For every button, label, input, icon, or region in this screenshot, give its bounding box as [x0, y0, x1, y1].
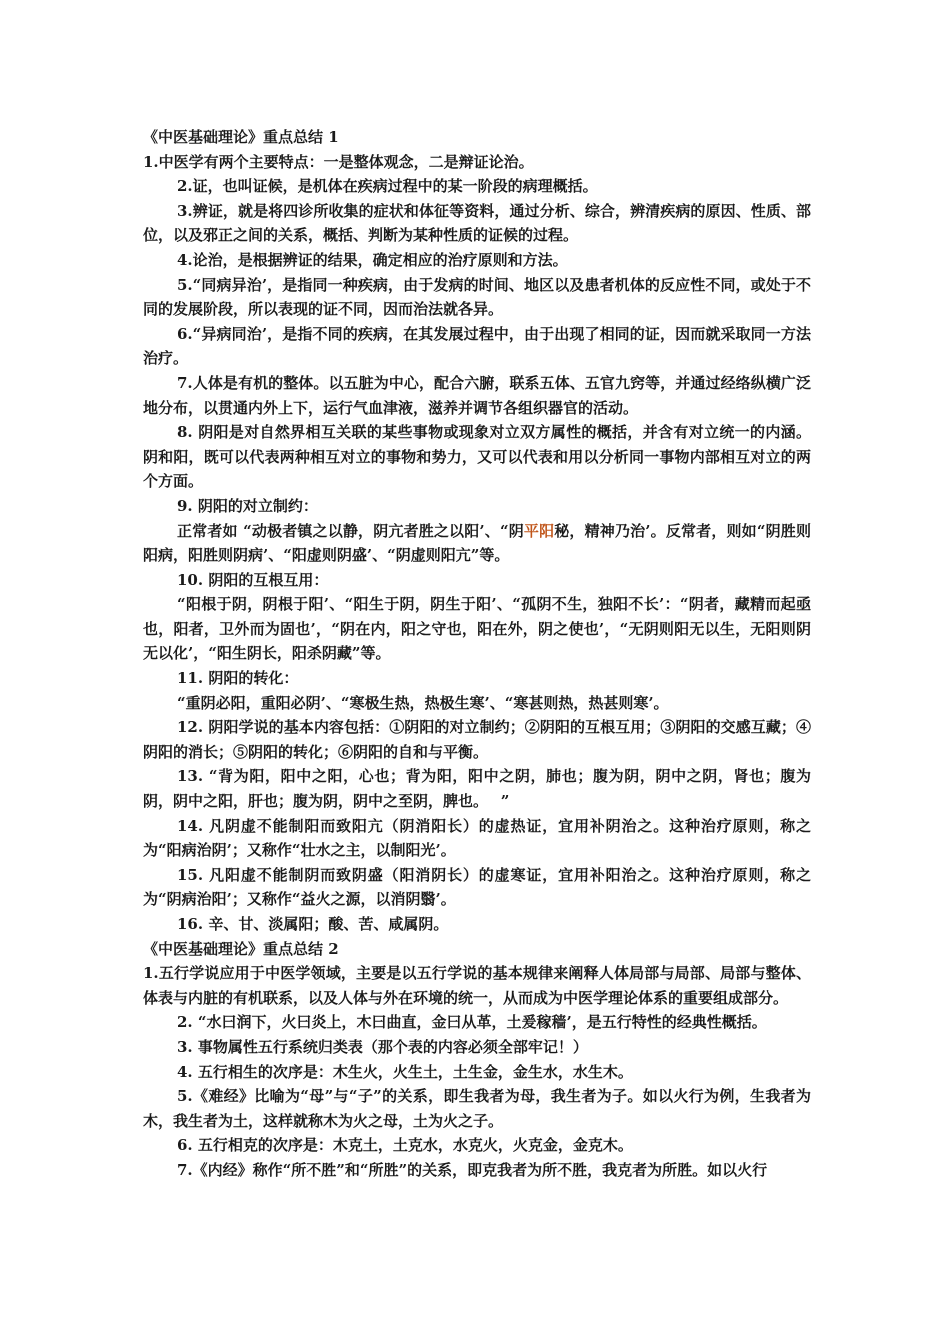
paragraph: 3.辨证，就是将四诊所收集的症状和体征等资料，通过分析、综合，辨清疾病的原因、性质、部位，以及邪正之间的关系，概括、判断为某种性质的证候的过程。	[143, 201, 811, 245]
paragraph: 7.人体是有机的整体。以五脏为中心，配合六腑，联系五体、五官九窍等，并通过经络纵横广泛地分布，以贯通内外上下，运行气血津液，滋养并调节各组织器官的活动。	[143, 373, 811, 417]
paragraph: 10. 阴阳的互根互用：	[177, 570, 329, 589]
paragraph: “阳根于阴，阴根于阳’、“阳生于阴，阴生于阳’、“孤阴不生，独阳不长’：“阴者，藏精而起亟也，阳者，卫外而为固也’，“阴在内，阳之守也，阳在外，阴之使也’，“无阴则阳无以生，无阳则阴无以化’，“阳生阴长，阳杀阴藏”等。	[143, 595, 811, 663]
paragraph	[143, 519, 811, 568]
paragraph: 4.论治，是根据辨证的结果，确定相应的治疗原则和方法。	[177, 250, 568, 269]
section-title: 《中医基础理论》重点总结 2	[143, 939, 339, 958]
paragraph: 2. “水曰润下，火曰炎上，木曰曲直，金曰从革，土爰稼穑’，是五行特性的经典性概括。	[177, 1013, 767, 1032]
paragraph: 6.“异病同治’，是指不同的疾病，在其发展过程中，由于出现了相同的证，因而就采取同一方法治疗。	[143, 324, 811, 368]
paragraph: 16. 辛、甘、淡属阳；酸、苦、咸属阴。	[177, 915, 449, 933]
paragraph: 11. 阴阳的转化：	[177, 669, 299, 688]
paragraph: 3. 事物属性五行系统归类表（那个表的内容必须全部牢记！）	[177, 1037, 588, 1056]
paragraph: 15. 凡阳虚不能制阴而致阴盛（阳消阴长）的虚寒证，宜用补阳治之。这种治疗原则，称之为“阴病治阳’；又称作“益火之源，以消阴翳’。	[143, 865, 811, 909]
paragraph: 4. 五行相生的次序是：木生火，火生土，土生金，金生水，水生木。	[177, 1062, 633, 1081]
highlighted-link-text[interactable]: 平阳	[523, 521, 555, 540]
paragraph: 7.《内经》称作“所不胜”和“所胜”的关系，即克我者为所不胜，我克者为所胜。如以火行	[177, 1160, 768, 1179]
paragraph: 5.“同病异治’，是指同一种疾病，由于发病的时间、地区以及患者机体的反应性不同，或处于不同的发展阶段，所以表现的证不同，因而治法就各异。	[143, 275, 811, 319]
paragraph: 1.五行学说应用于中医学领域，主要是以五行学说的基本规律来阐释人体局部与局部、局部与整体、体表与内脏的有机联系，以及人体与外在环境的统一，从而成为中医学理论体系的重要组成部分。	[143, 964, 811, 1007]
paragraph: 12. 阴阳学说的基本内容包括：①阴阳的对立制约；②阴阳的互根互用；③阴阳的交感互藏；④阴阳的消长；⑤阴阳的转化；⑥阴阳的自和与平衡。	[143, 718, 811, 761]
paragraph: 2.证，也叫证候，是机体在疾病过程中的某一阶段的病理概括。	[177, 177, 598, 196]
paragraph-text: 正常者如 “动极者镇之以静，阴亢者胜之以阳’、“阴	[177, 521, 524, 540]
paragraph: “重阴必阳，重阳必阴’、“寒极生热，热极生寒’、“寒甚则热，热甚则寒’。	[177, 693, 669, 712]
paragraph: 5.《难经》比喻为“母”与“子”的关系，即生我者为母，我生者为子。如以火行为例，生我者为木，我生者为土，这样就称木为火之母，土为火之子。	[143, 1087, 811, 1130]
section-title: 《中医基础理论》重点总结 1	[143, 128, 339, 146]
paragraph: 6. 五行相克的次序是：木克土，土克水，水克火，火克金，金克木。	[177, 1136, 633, 1155]
paragraph: 1.中医学有两个主要特点：一是整体观念，二是辩证论治。	[143, 152, 534, 171]
paragraph: 8. 阴阳是对自然界相互关联的某些事物或现象对立双方属性的概括，并含有对立统一的内涵。阴和阳，既可以代表两种相互对立的事物和势力，又可以代表和用以分析同一事物内部相互对立的两个方面。	[143, 423, 811, 491]
paragraph: 13. “背为阳，阳中之阳，心也；背为阳，阳中之阴，肺也；腹为阴，阴中之阴，肾也；腹为阴，阴中之阳，肝也；腹为阴，阴中之至阴，脾也。 ”	[143, 767, 811, 811]
paragraph: 14. 凡阴虚不能制阳而致阳亢（阴消阳长）的虚热证，宜用补阴治之。这种治疗原则，称之为“阳病治阴’；又称作“壮水之主，以制阳光’。	[143, 816, 811, 860]
document-body	[143, 125, 811, 1183]
paragraph-text: 秘，精神乃治’。反常者，则如“阴胜则阳病，阳胜则阴病’、“阳虚则阴盛’、“阴虚则阳亢”等。	[143, 521, 811, 565]
paragraph: 9. 阴阳的对立制约：	[177, 496, 318, 515]
